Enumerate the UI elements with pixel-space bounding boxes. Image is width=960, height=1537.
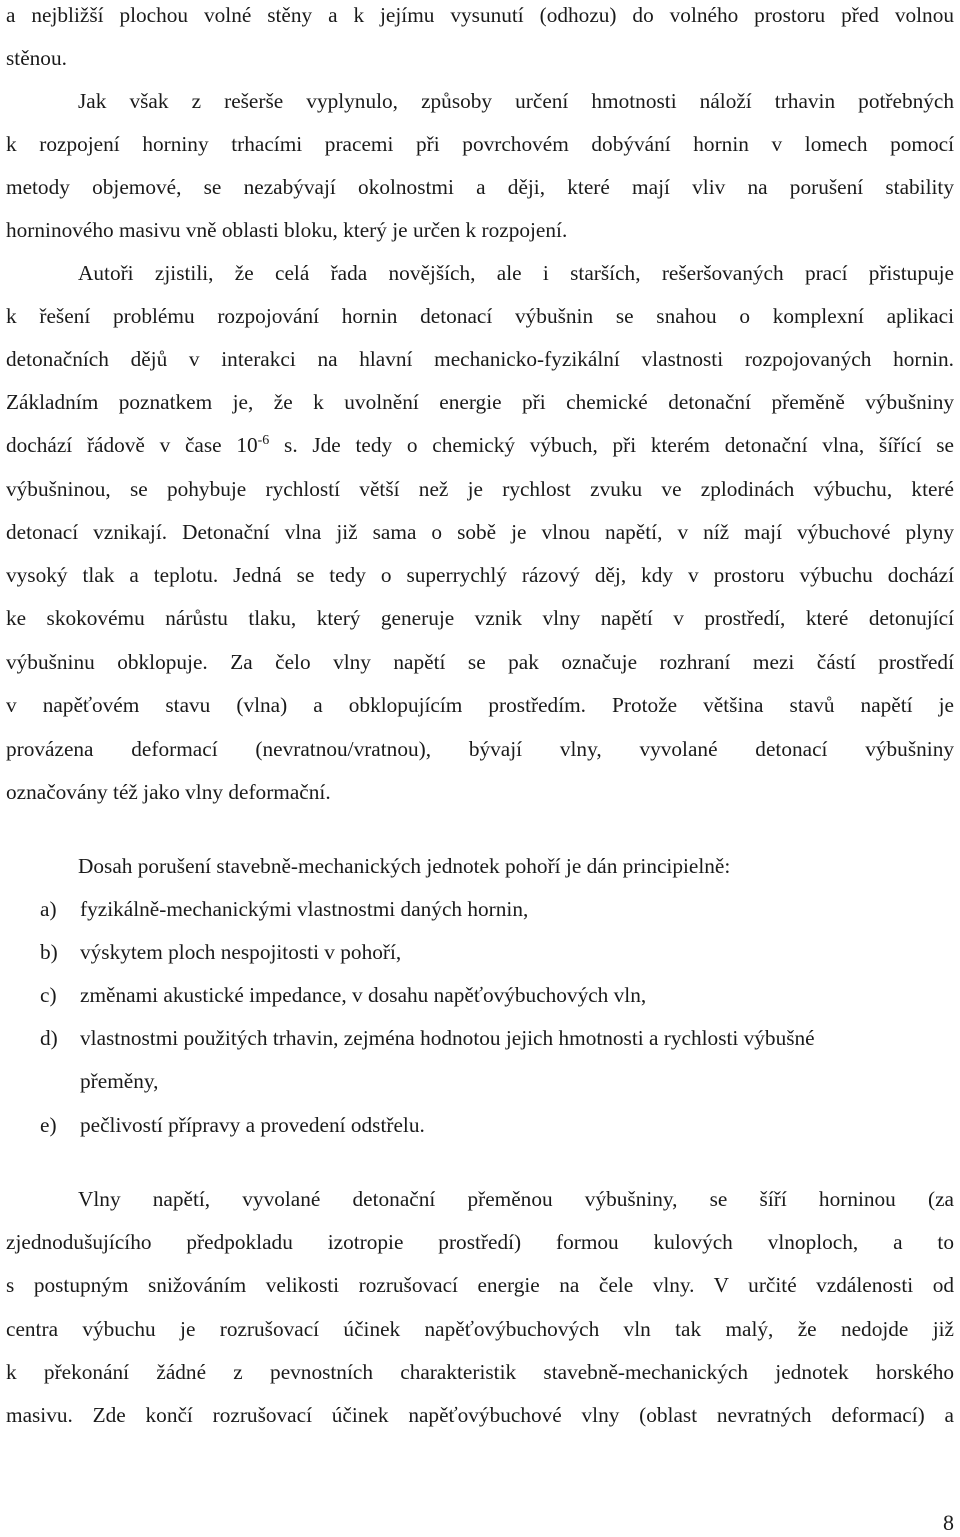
- paragraph-line: stěnou.: [6, 46, 67, 70]
- line-text-after: s. Jde tedy o chemický výbuch, při kterém detonační vlna, šířící se: [269, 433, 954, 457]
- paragraph-line: centra výbuchu je rozrušovací účinek napěťovýbuchových vln tak malý, že nedojde již: [6, 1317, 954, 1341]
- paragraph-line: označovány též jako vlny deformační.: [6, 780, 331, 804]
- paragraph-line: zjednodušujícího předpokladu izotropie prostředí) formou kulových vlnoploch, a to: [6, 1230, 954, 1254]
- list-item-text: změnami akustické impedance, v dosahu napěťovýbuchových vln,: [80, 983, 647, 1007]
- paragraph-line: k řešení problému rozpojování hornin detonací výbušnin se snahou o komplexní aplikaci: [6, 304, 954, 328]
- paragraph-line: výbušninou, se pohybuje rychlostí větší než je rychlost zvuku ve zplodinách výbuchu, které: [6, 477, 954, 501]
- paragraph-line: Jak však z rešerše vyplynulo, způsoby určení hmotnosti náloží trhavin potřebných: [78, 89, 954, 113]
- list-intro: Dosah porušení stavebně-mechanických jednotek pohoří je dán principielně:: [78, 854, 731, 878]
- paragraph-line: provázena deformací (nevratnou/vratnou), bývají vlny, vyvolané detonací výbušniny: [6, 737, 954, 761]
- paragraph-line: k překonání žádné z pevnostních charakteristik stavebně-mechanických jednotek horského: [6, 1360, 954, 1384]
- paragraph-line: vysoký tlak a teplotu. Jedná se tedy o superrychlý rázový děj, kdy v prostoru výbuchu dochází: [6, 563, 954, 587]
- paragraph-line: výbušninu obklopuje. Za čelo vlny napětí se pak označuje rozhraní mezi částí prostředí: [6, 650, 954, 674]
- list-marker: d): [40, 1026, 58, 1050]
- list-item-text: fyzikálně-mechanickými vlastnostmi daných hornin,: [80, 897, 529, 921]
- paragraph-line: detonačních dějů v interakci na hlavní mechanicko-fyzikální vlastnosti rozpojovaných hornin.: [6, 347, 954, 371]
- paragraph-line-with-exponent: [6, 430, 954, 460]
- paragraph-line: detonací vznikají. Detonační vlna již sama o sobě je vlnou napětí, v níž mají výbuchové plyny: [6, 520, 954, 544]
- list-marker: c): [40, 983, 57, 1007]
- paragraph-line: masivu. Zde končí rozrušovací účinek napěťovýbuchové vlny (oblast nevratných deformací) a: [6, 1403, 954, 1427]
- paragraph-line: v napěťovém stavu (vlna) a obklopujícím prostředím. Protože většina stavů napětí je: [6, 693, 954, 717]
- list-item-text: pečlivostí přípravy a provedení odstřelu.: [80, 1113, 425, 1137]
- paragraph-line: a nejbližší plochou volné stěny a k jejímu vysunutí (odhozu) do volného prostoru před volnou: [6, 3, 954, 27]
- paragraph-line: Vlny napětí, vyvolané detonační přeměnou výbušniny, se šíří horninou (za: [78, 1187, 954, 1211]
- paragraph-line: metody objemové, se nezabývají okolnostmi a ději, které mají vliv na porušení stability: [6, 175, 954, 199]
- list-item-text: přeměny,: [80, 1069, 159, 1093]
- exponent: -6: [257, 433, 270, 448]
- list-marker: a): [40, 897, 57, 921]
- page-number: 8: [943, 1510, 954, 1535]
- paragraph-line: Autoři zjistili, že celá řada novějších, ale i starších, rešeršovaných prací přistupuje: [78, 261, 954, 285]
- list-item-text: výskytem ploch nespojitosti v pohoří,: [80, 940, 402, 964]
- paragraph-line: Základním poznatkem je, že k uvolnění energie při chemické detonační přeměně výbušniny: [6, 390, 954, 414]
- paragraph-line: k rozpojení horniny trhacími pracemi při povrchovém dobývání hornin v lomech pomocí: [6, 132, 954, 156]
- list-item-text: vlastnostmi použitých trhavin, zejména hodnotou jejich hmotnosti a rychlosti výbušné: [80, 1026, 815, 1050]
- line-text-before: dochází řádově v čase 10: [6, 433, 258, 457]
- paragraph-line: s postupným snižováním velikosti rozrušovací energie na čele vlny. V určité vzdálenosti od: [6, 1273, 954, 1297]
- list-marker: e): [40, 1113, 57, 1137]
- paragraph-line: horninového masivu vně oblasti bloku, který je určen k rozpojení.: [6, 218, 568, 242]
- paragraph-line: ke skokovému nárůstu tlaku, který generuje vznik vlny napětí v prostředí, které detonující: [6, 606, 954, 630]
- list-marker: b): [40, 940, 58, 964]
